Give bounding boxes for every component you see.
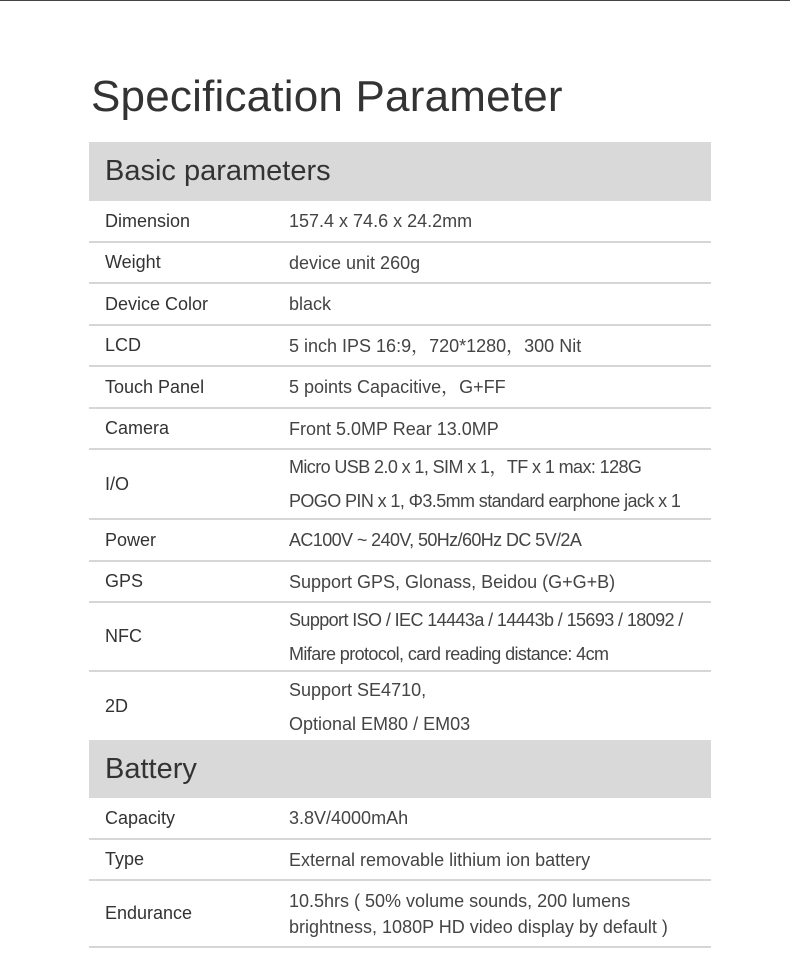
page-title: Specification Parameter xyxy=(91,72,563,121)
section-heading-battery: Battery xyxy=(89,740,711,798)
top-divider xyxy=(0,0,790,1)
section-heading-basic: Basic parameters xyxy=(89,142,711,201)
spec-value: black xyxy=(289,294,332,314)
spec-label: Weight xyxy=(105,252,161,272)
spec-value: 5 inch IPS 16:9，720*1280，300 Nit xyxy=(289,335,582,356)
spec-value: 5 points Capacitive，G+FF xyxy=(289,377,506,397)
spec-value: AC100V ~ 240V, 50Hz/60Hz DC 5V/2A xyxy=(289,530,582,550)
spec-row-2d xyxy=(89,672,711,741)
basic-parameters-table xyxy=(89,142,711,741)
spec-label: Dimension xyxy=(105,210,191,231)
spec-row-weight xyxy=(89,243,711,284)
spec-label: Power xyxy=(105,529,157,550)
spec-value: Support ISO / IEC 14443a / 14443b / 15693 / 18092 / Mifare protocol, card reading distance: 4cm xyxy=(289,609,683,664)
spec-row-lcd xyxy=(89,326,711,367)
spec-label: Device Color xyxy=(105,293,209,314)
spec-label: Camera xyxy=(105,418,170,438)
spec-value: Support GPS, Glonass, Beidou (G+G+B) xyxy=(289,571,616,592)
spec-row-camera xyxy=(89,409,711,450)
spec-value: 157.4 x 74.6 x 24.2mm xyxy=(289,211,473,231)
spec-label: 2D xyxy=(105,696,129,716)
spec-row-endurance xyxy=(89,881,711,948)
spec-value: 3.8V/4000mAh xyxy=(289,808,409,828)
spec-value: Front 5.0MP Rear 13.0MP xyxy=(289,418,499,439)
spec-row-gps xyxy=(89,562,711,603)
spec-label: I/O xyxy=(105,473,130,494)
battery-table xyxy=(89,740,711,948)
spec-row-dimension xyxy=(89,201,711,243)
spec-label: LCD xyxy=(105,335,142,355)
spec-value: External removable lithium ion battery xyxy=(289,849,591,870)
spec-value: Support SE4710, Optional EM80 / EM03 xyxy=(289,679,471,734)
spec-value: device unit 260g xyxy=(289,252,421,273)
spec-row-capacity xyxy=(89,798,711,840)
spec-row-type xyxy=(89,840,711,881)
spec-value: Micro USB 2.0 x 1, SIM x 1，TF x 1 max: 128G POGO PIN x 1, Φ3.5mm standard earphone jack x 1 xyxy=(289,457,681,511)
spec-label: Capacity xyxy=(105,807,176,828)
spec-label: GPS xyxy=(105,571,144,591)
spec-label: NFC xyxy=(105,626,142,646)
spec-row-power xyxy=(89,520,711,562)
spec-label: Type xyxy=(105,849,145,869)
spec-row-device-color xyxy=(89,284,711,326)
spec-row-io xyxy=(89,450,711,520)
spec-label: Endurance xyxy=(105,903,193,923)
spec-row-nfc xyxy=(89,603,711,672)
spec-value: 10.5hrs ( 50% volume sounds, 200 lumens brightness, 1080P HD video display by default ) xyxy=(289,890,668,937)
spec-row-touch-panel xyxy=(89,367,711,409)
spec-label: Touch Panel xyxy=(105,376,205,397)
